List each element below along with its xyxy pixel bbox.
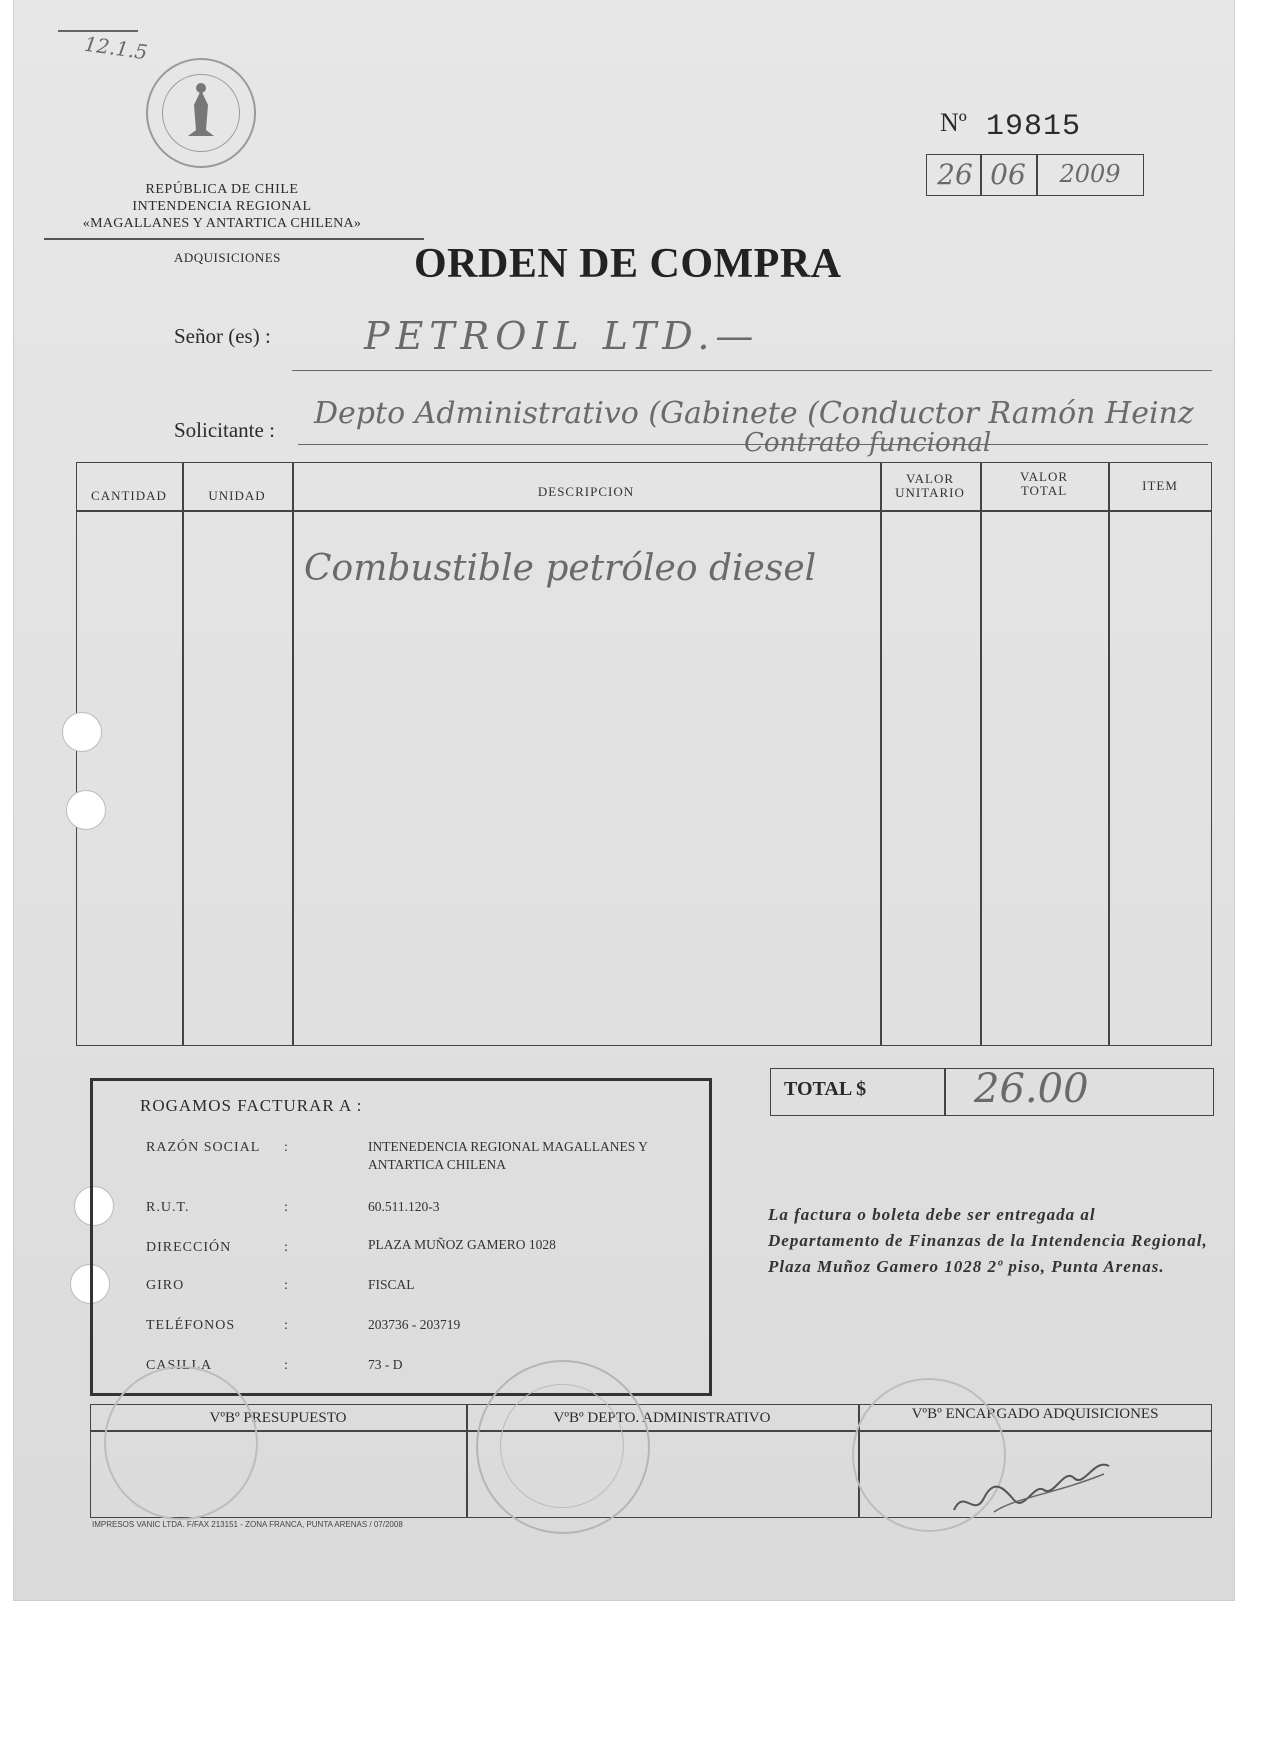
header-institution: INTENDENCIA REGIONAL: [132, 199, 312, 214]
stamp-depto-icon: [476, 1360, 650, 1534]
billing-label-direccion: DIRECCIÓN: [146, 1240, 232, 1255]
billing-label-telefonos: TELÉFONOS: [146, 1318, 236, 1333]
intendencia-seal-icon: [146, 58, 256, 168]
stamp-presupuesto-icon: [104, 1366, 258, 1520]
corner-mark-line: [58, 30, 138, 32]
col-descripcion: DESCRIPCION: [537, 484, 635, 499]
billing-value-telefonos: 203736 - 203719: [368, 1317, 461, 1332]
printer-footer: IMPRESOS VANIC LTDA. F/FAX 213151 - ZONA FRANCA, PUNTA ARENAS / 07/2008: [92, 1520, 403, 1529]
total-label: TOTAL $: [784, 1078, 867, 1100]
approval-presupuesto: VºBº PRESUPUESTO: [209, 1410, 347, 1426]
solicitante-label: Solicitante :: [174, 418, 275, 442]
solicitante-value-line2: Contrato funcional: [744, 428, 992, 458]
date-day: 26: [937, 158, 973, 191]
total-value: 26.00: [974, 1066, 1089, 1112]
document-title: ORDEN DE COMPRA: [414, 241, 842, 287]
billing-value-giro: FISCAL: [368, 1277, 415, 1292]
billing-value-rut: 60.511.120-3: [368, 1199, 440, 1214]
items-table-header-rule: [76, 510, 1212, 512]
col-valor-unitario: VALOR UNITARIO: [895, 471, 965, 500]
corner-scribble: 12.1.5: [82, 31, 149, 65]
table-row-description: Combustible petróleo diesel: [304, 548, 817, 589]
billing-label-razon: RAZÓN SOCIAL: [146, 1140, 261, 1155]
billing-label-rut: R.U.T.: [146, 1200, 190, 1215]
approval-depto: VºBº DEPTO. ADMINISTRATIVO: [553, 1410, 771, 1426]
billing-label-giro: GIRO: [146, 1278, 185, 1293]
billing-value-direccion: PLAZA MUÑOZ GAMERO 1028: [368, 1237, 556, 1252]
solicitante-value: Depto Administrativo (Gabinete (Conductor Ramón Heinz: [314, 396, 1194, 431]
approval-encargado: VºBº ENCARGADO ADQUISICIONES: [911, 1406, 1159, 1422]
number-prefix: Nº: [940, 108, 967, 137]
department-label: ADQUISICIONES: [174, 250, 281, 265]
header-country: REPÚBLICA DE CHILE: [145, 182, 299, 197]
punch-hole-2: [66, 790, 106, 830]
document-number: 19815: [986, 110, 1082, 144]
header-rule: [44, 238, 424, 240]
punch-hole-1: [62, 712, 102, 752]
col-valor-total: VALOR TOTAL: [1019, 469, 1069, 498]
col-cantidad: CANTIDAD: [91, 488, 167, 503]
delivery-note: La factura o boleta debe ser entregada al Departamento de Finanzas de la Intendencia Regional, Plaza Muñoz Gamero 1028 2º piso, Punta Arenas.: [768, 1205, 1208, 1276]
billing-label-casilla: CASILLA: [146, 1358, 213, 1373]
billing-value-casilla: 73 - D: [368, 1357, 403, 1372]
header-region: «MAGALLANES Y ANTARTICA CHILENA»: [82, 216, 362, 231]
billing-value-razon: INTENEDENCIA REGIONAL MAGALLANES Y ANTARTICA CHILENA: [368, 1139, 648, 1172]
date-year: 2009: [1059, 160, 1121, 188]
senor-value: PETROIL LTD.—: [364, 314, 760, 358]
date-month: 06: [990, 158, 1026, 191]
senor-label: Señor (es) :: [174, 324, 271, 348]
col-item: ITEM: [1142, 478, 1178, 493]
signature-icon: [934, 1428, 1134, 1528]
purchase-order-sheet: 12.1.5 REPÚBLICA DE CHILE INTENDENCIA REGIONAL «MAGALLANES Y ANTARTICA CHILENA» ADQUISICIONES Nº 19815 26 06 2009 ORDEN DE COMPRA Señor (es) : PETROIL LTD.— Solicitante : Depto Administrativo (Gabinete (Conductor Ramón Heinz Contrato funcional CANTIDAD UNIDAD DESCRIPCION VALOR UNITARIO VALOR TOTAL ITEM Combustible petróleo diesel ROGAMOS FACTURAR A : RAZÓN SOCIAL : INTENEDENCIA REGIONAL MAGALLANES Y ANTARTICA CHILENA R.U.T. : 60.511.120-3 DIRECCIÓN : PLAZA MUÑOZ GAMERO 1028 GIRO : FISCAL TELÉFONOS : 203736 - 203719 CASILLA : 73 - D TOTAL $ 26.00 La factura o boleta debe ser entregada al Departamento de Finanzas de la Intendencia Regional, Plaza Muñoz Gamero 1028 2º piso, Punta Arenas. VºBº PRESUPUESTO VºBº DEPTO. ADMINISTRATIVO VºBº ENCARGADO ADQUISICIONES IMPRESOS VANIC LTDA. F/FAX 213151 - ZONA FRANCA, PUNTA ARENAS / 07/2008: [14, 0, 1234, 1600]
billing-heading: ROGAMOS FACTURAR A :: [140, 1096, 363, 1115]
col-unidad: UNIDAD: [208, 488, 266, 503]
